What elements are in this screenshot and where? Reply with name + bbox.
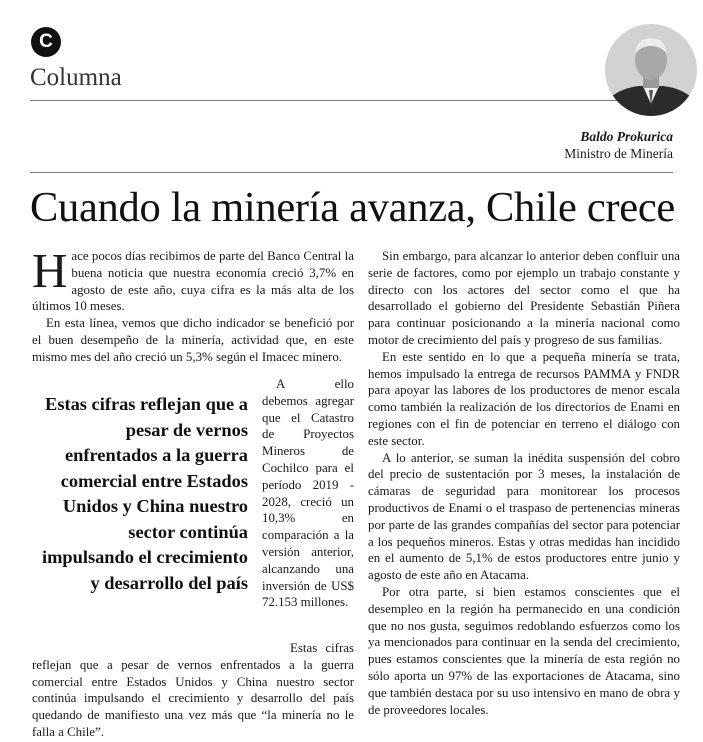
author-portrait-image bbox=[605, 24, 697, 116]
article-column-left bbox=[32, 243, 354, 366]
section-label: Columna bbox=[30, 64, 122, 91]
paragraph-intro-text: ace pocos días recibimos de parte del Banco Central la buena noticia que nuestra economía creció 3,7% en agosto de este año, cuya cifra es la más alta de los últimos 10 meses. bbox=[32, 249, 354, 314]
drop-cap: H bbox=[32, 243, 68, 298]
paragraph: Estas cifras reflejan que a pesar de vernos enfrentados a la guerra comercial entre Estados Unidos y China nuestro sector continúa impulsando el crecimiento y desarrollo del país quedando de manifiesto una vez más que “la minería no le falla a Chile”. bbox=[32, 641, 354, 739]
author-photo bbox=[605, 24, 697, 116]
paragraph: En este sentido en lo que a pequeña minería se trata, hemos impulsado la entrega de recursos PAMMA y FNDR para apoyar las labores de los productores de menor escala como también la realización de los directorios de Enami en regiones con el fin de potenciar en terreno el diálogo con este sector. bbox=[368, 349, 680, 448]
article-column-right bbox=[368, 248, 680, 718]
paragraph: Sin embargo, para alcanzar lo anterior deben confluir una serie de factores, como por ejemplo un trabajo constante y directo con los actores del sector como el que ha desarrollado el gobierno del Presidente Sebastián Piñera para continuar posicionando a la minería nacional como motor de crecimiento del país y progreso de sus familias. bbox=[368, 249, 680, 347]
headline-divider bbox=[30, 172, 673, 173]
article-headline: Cuando la minería avanza, Chile crece bbox=[30, 184, 675, 231]
paragraph: A lo anterior, se suman la inédita suspensión del cobro del precio de sustentación por 3 meses, la instalación de cámaras de seguridad para monitorear los procesos productivos de Enami o el traspaso de pertenencias mineras por parte de las grandes compañías del sector para potenciar a los pequeños mineros. Estas y otras medidas han incidido en el aumento de 5,1% de estos productores entre junio y agosto de este año en Atacama. bbox=[368, 450, 680, 583]
author-role: Ministro de Minería bbox=[564, 146, 673, 161]
paragraph-intro bbox=[32, 243, 354, 315]
paragraph: A ello debemos agregar que el Catastro de Proyectos Mineros de Cochilco para el período 2019 - 2028, creció un 10,3% en comparación a la versión anterior, alcanzando una inversión de US$ 72.153 millones. bbox=[262, 377, 354, 610]
paragraph-bottom-wrap bbox=[32, 640, 354, 741]
author-block bbox=[564, 128, 673, 162]
top-divider bbox=[30, 100, 673, 101]
pull-quote: Estas cifras reflejan que a pesar de vernos enfrentados a la guerra comercial entre Estados Unidos y China nuestro sector continúa impulsando el crecimiento y desarrollo del país bbox=[41, 394, 248, 593]
paragraph: En esta línea, vemos que dicho indicador se benefició por el buen desempeño de la minería, actividad que, en este mismo mes del año creció un 5,3% según el Imacec minero. bbox=[32, 316, 354, 364]
paragraph-narrow bbox=[262, 376, 354, 611]
paragraph: Por otra parte, si bien estamos conscientes que el desempleo en la región ha permanecido en una condición que no nos gusta, seguimos redoblando esfuerzos como los ya mencionados para continuar en la senda del crecimiento, pues estamos conscientes que la minería de esta región no sólo aporta un 97% de las exportaciones de Atacama, sino que también destaca por su uso intensivo en mano de obra y de proveedores locales. bbox=[368, 584, 680, 717]
column-badge: C bbox=[31, 27, 61, 57]
author-name: Baldo Prokurica bbox=[580, 129, 673, 144]
